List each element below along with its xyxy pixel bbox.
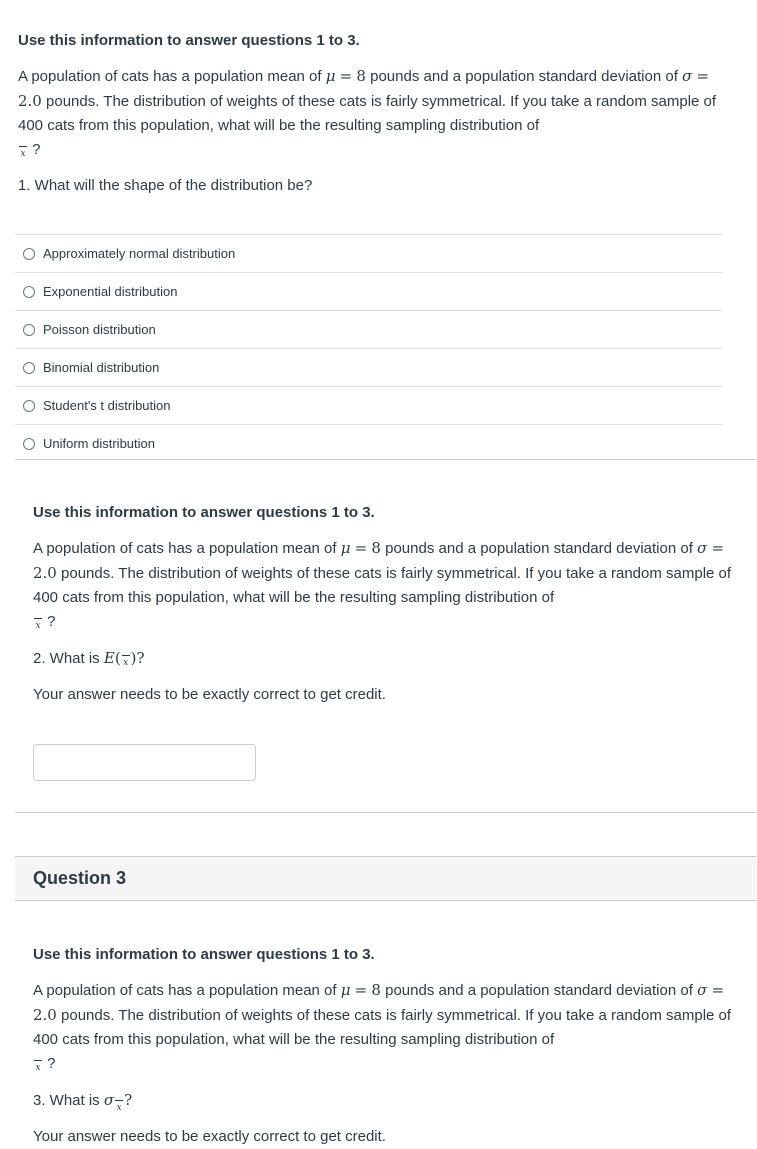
option-poisson[interactable]: Poisson distribution: [15, 310, 722, 348]
radio-circle-icon[interactable]: [23, 400, 35, 412]
divider: [15, 459, 756, 460]
option-uniform[interactable]: Uniform distribution: [15, 424, 722, 462]
option-binomial[interactable]: Binomial distribution: [15, 348, 722, 386]
answer-input[interactable]: [33, 744, 256, 781]
option-exponential[interactable]: Exponential distribution: [15, 272, 722, 310]
radio-circle-icon[interactable]: [23, 362, 35, 374]
option-students-t[interactable]: Student's t distribution: [15, 386, 722, 424]
q2-intro: Use this information to answer questions 1 to 3.: [33, 504, 375, 521]
q2-paragraph: A population of cats has a population mean of μ = 8 pounds and a population standard deviation of σ = 2.0 pounds. The distribution of weights of these cats is fairly symmetrical. If you take a random sample of 400 cats from this population, what will be the resulting sampling distribution of x ?: [33, 539, 732, 631]
q2-prompt: 2. What is E( x )?: [33, 649, 145, 668]
divider: [15, 812, 756, 813]
radio-circle-icon[interactable]: [23, 324, 35, 336]
q3-paragraph: A population of cats has a population mean of μ = 8 pounds and a population standard deviation of σ = 2.0 pounds. The distribution of weights of these cats is fairly symmetrical. If you take a random sample of 400 cats from this population, what will be the resulting sampling distribution of x ?: [33, 981, 732, 1073]
option-normal[interactable]: Approximately normal distribution: [15, 234, 722, 272]
q3-intro: Use this information to answer questions 1 to 3.: [33, 946, 375, 963]
q3-note: Your answer needs to be exactly correct to get credit.: [33, 1128, 386, 1145]
q1-prompt: 1. What will the shape of the distribution be?: [18, 177, 313, 194]
radio-circle-icon[interactable]: [23, 248, 35, 260]
radio-circle-icon[interactable]: [23, 438, 35, 450]
question-3-title: Question 3: [33, 868, 127, 888]
q1-intro: Use this information to answer questions 1 to 3.: [18, 32, 360, 49]
question-3-header: [15, 856, 756, 901]
q3-prompt: 3. What is σ x ?: [33, 1091, 133, 1113]
q1-paragraph: A population of cats has a population mean of μ = 8 pounds and a population standard deviation of σ = 2.0 pounds. The distribution of weights of these cats is fairly symmetrical. If you take a random sample of 400 cats from this population, what will be the resulting sampling distribution of x ?: [18, 67, 717, 159]
radio-circle-icon[interactable]: [23, 286, 35, 298]
q2-note: Your answer needs to be exactly correct to get credit.: [33, 686, 386, 703]
